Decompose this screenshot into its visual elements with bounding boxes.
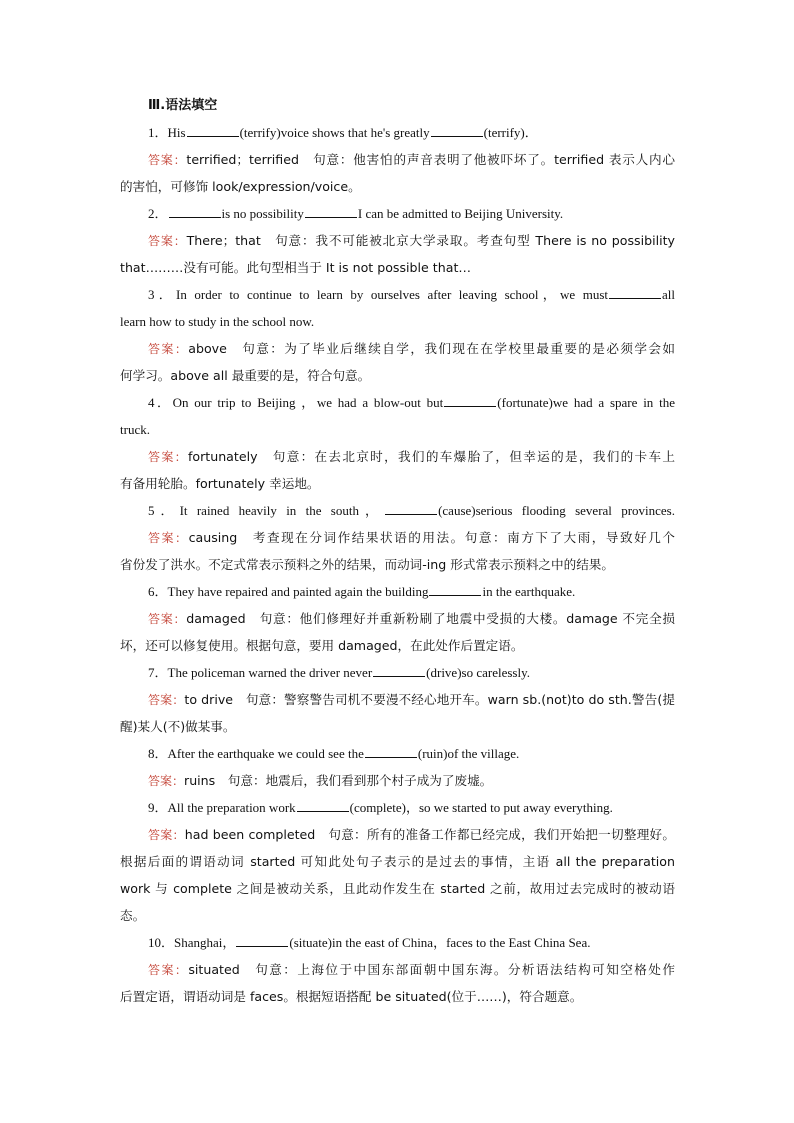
answer-label: 答案： [148,612,187,626]
answer-line [120,983,675,1010]
question-text: (ruin)of the village. [417,746,520,761]
question-line [120,794,675,821]
answer-label: 答案： [148,234,187,248]
answer-label: 答案： [148,963,189,977]
question-text: learn how to study in the school now. [120,314,315,329]
answer-text: fortunately 句意：在去北京时，我们的车爆胎了，但幸运的是，我们的卡车上 [187,449,675,464]
question-line [120,659,675,686]
answer-label: 答案： [148,828,185,842]
answer-label: 答案： [148,774,185,788]
answer-blank [297,799,349,812]
question-line [120,929,675,956]
answer-line [120,443,675,470]
answer-line [120,686,675,713]
question-text: (situate)in the east of China，faces to the East China Sea. [289,935,591,950]
answer-line [120,632,675,659]
question-text: 7．The policeman warned the driver never [148,665,373,680]
question-line [120,389,675,416]
answer-blank [444,394,496,407]
answer-blank [236,934,288,947]
question-text: 5．It rained heavily in the south， [148,503,385,518]
answer-line [120,551,675,578]
answer-line [120,713,675,740]
answer-line [120,767,675,794]
answer-label: 答案： [148,153,187,167]
question-text: 9．All the preparation work [148,800,296,815]
question-text: (terrify)． [483,125,538,140]
question-line [120,740,675,767]
answer-line [120,848,675,875]
answer-text: terrified；terrified 句意：他害怕的声音表明了他被吓坏了。terrified 表示人内心 [186,152,675,167]
question-text: all [662,287,675,302]
question-line [120,416,675,443]
question-text: (complete)，so we started to put away everything. [349,800,613,815]
question-line [120,200,675,227]
question-line [120,119,675,146]
question-text: 4．On our trip to Beijing ，we had a blow-out but [148,395,444,410]
question-line [120,578,675,605]
answer-text: There；that 句意：我不可能被北京大学录取。考查句型 There is no possibility [186,233,675,248]
answer-text: 何学习。above all 最重要的是，符合句意。 [120,368,371,383]
answer-text: 的害怕，可修饰 look/expression/voice。 [120,179,361,194]
answer-blank [365,745,417,758]
answer-blank [429,583,481,596]
question-text: is no possibility [221,206,304,221]
answer-line [120,227,675,254]
answer-text: 后置定语，谓语动词是 faces。根据短语搭配 be situated(位于……)，符合题意。 [120,989,583,1004]
answer-line [120,254,675,281]
answer-text: above 句意：为了毕业后继续自学，我们现在在学校里最重要的是必须学会如 [188,341,675,356]
answer-blank [305,205,357,218]
answer-line [120,470,675,497]
section-title: Ⅲ.语法填空 [148,98,218,113]
answer-line [120,146,675,173]
question-text: 2． [148,206,168,221]
answer-label: 答案： [148,450,188,464]
answer-blank [169,205,221,218]
answer-text: to drive 句意：警察警告司机不要漫不经心地开车。warn sb.(not)to do sth.警告(提 [184,692,675,707]
answer-text: 坏，还可以修复使用。根据句意，要用 damaged，在此处作后置定语。 [120,638,524,653]
answer-text: 根据后面的谓语动词 started 可知此处句子表示的是过去的事情，主语 all the preparation [120,854,675,869]
answer-blank [431,124,483,137]
answer-text: causing 考查现在分词作结果状语的用法。句意：南方下了大雨，导致好几个 [188,530,675,545]
answer-text: 醒)某人(不)做某事。 [120,719,236,734]
answer-line [120,821,675,848]
answer-label: 答案： [148,693,185,707]
answer-line [120,524,675,551]
answer-line [120,173,675,200]
question-text: in the earthquake. [482,584,576,599]
question-text: (cause)serious flooding several provinces. [438,503,675,518]
question-text: (terrify)voice shows that he's greatly [239,125,430,140]
question-text: 6．They have repaired and painted again the building [148,584,429,599]
answer-line [120,902,675,929]
exercise-content [120,92,675,1010]
question-text: 3．In order to continue to learn by ourselves after leaving school，we must [148,287,608,302]
question-text: 10．Shanghai， [148,935,236,950]
answer-line [120,956,675,983]
question-line [120,497,675,524]
answer-text: 省份发了洪水。不定式常表示预料之外的结果，而动词-ing 形式常表示预料之中的结果。 [120,557,614,572]
answer-text: had been completed 句意：所有的准备工作都已经完成，我们开始把一切整理好。 [184,827,675,842]
answer-text: 有备用轮胎。fortunately 幸运地。 [120,476,320,491]
question-text: (fortunate)we had a spare in the [497,395,675,410]
answer-text: situated 句意：上海位于中国东部面朝中国东海。分析语法结构可知空格处作 [188,962,675,977]
answer-label: 答案： [148,342,189,356]
answer-line [120,362,675,389]
answer-text: that………没有可能。此句型相当于 It is not possible that… [120,260,471,275]
answer-blank [385,502,437,515]
answer-text: ruins 句意：地震后，我们看到那个村子成为了废墟。 [184,773,493,788]
question-text: I can be admitted to Beijing University. [357,206,564,221]
question-text: truck. [120,422,150,437]
question-line [120,308,675,335]
answer-blank [187,124,239,137]
question-text: 8．After the earthquake we could see the [148,746,364,761]
question-text: 1．His [148,125,186,140]
answer-blank [373,664,425,677]
answer-line [120,605,675,632]
question-text: (drive)so carelessly. [426,665,530,680]
answer-blank [609,286,661,299]
answer-text: damaged 句意：他们修理好并重新粉刷了地震中受损的大楼。damage 不完全损 [186,611,675,626]
answer-line [120,875,675,902]
answer-text: work 与 complete 之间是被动关系，且此动作发生在 started 之前，故用过去完成时的被动语 [120,881,675,896]
answer-line [120,335,675,362]
answer-text: 态。 [120,908,146,923]
answer-label: 答案： [148,531,189,545]
question-line [120,281,675,308]
